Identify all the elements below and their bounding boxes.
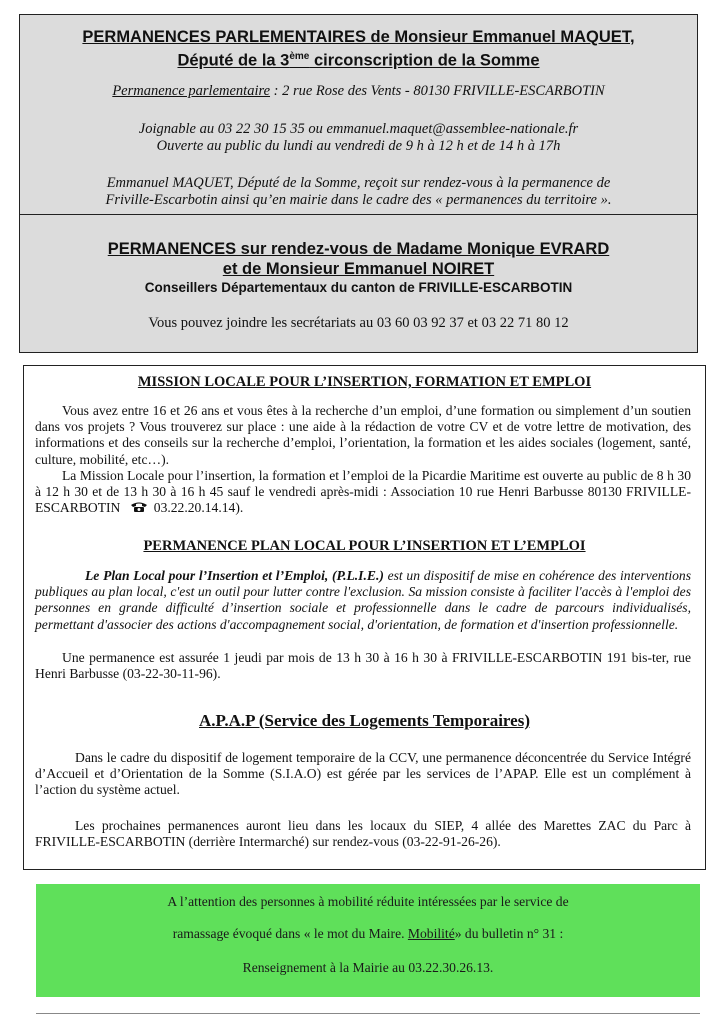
mission-locale-address: La Mission Locale pour l’insertion, la formation et l’emploi de la Picardie Maritime est ouverte au public de 8 h 30 à 12 h 30 et de 13 h 30 à 16 h 45 sauf le vendredi après-midi : Association 10 rue Henri Barbusse 80130 FRIVILLE-ESCARBOTIN bbox=[35, 468, 691, 516]
services-box bbox=[23, 365, 706, 870]
mobility-link[interactable]: Mobilité bbox=[407, 926, 455, 941]
mission-locale-paragraph-1: Vous avez entre 16 et 26 ans et vous êtes à la recherche d’un emploi, d’une formation ou simplement d’un soutien dans vos projets ? Vous trouverez sur place : une aide à la rédaction de votre CV et de votre lettre de motivation, des informations et des conseils sur la recherche d’emploi, l’orientation, la formation et les aides sociales (logement, santé, culture, mobilité, etc…). bbox=[35, 403, 691, 467]
plie-name: Le Plan Local pour l’Insertion et l’Emploi, (P.L.I.E.) bbox=[85, 568, 384, 583]
councillors-title: PERMANENCES sur rendez-vous de Madame Monique EVRARD bbox=[107, 240, 610, 258]
mobility-notice bbox=[36, 884, 700, 997]
secretariat-phones: Vous pouvez joindre les secrétariats au 03 60 03 92 37 et 03 22 71 80 12 bbox=[148, 315, 569, 331]
parliamentary-title: PERMANENCES PARLEMENTAIRES de Monsieur Emmanuel MAQUET, bbox=[82, 28, 635, 46]
contact-line-1: Joignable au 03 22 30 15 35 ou emmanuel.maquet@assemblee-nationale.fr bbox=[138, 121, 579, 137]
plie-title: PERMANENCE PLAN LOCAL POUR L’INSERTION ET L’EMPLOI bbox=[143, 538, 586, 554]
councillors-title-2: et de Monsieur Emmanuel NOIRET bbox=[222, 260, 495, 278]
parliamentary-permanences-box bbox=[19, 14, 698, 353]
contact-line-2: Ouverte au public du lundi au vendredi de 9 h à 12 h et de 14 h à 17h bbox=[156, 138, 561, 154]
address-text: : 2 rue Rose des Vents - 80130 FRIVILLE-ESCARBOTIN bbox=[270, 83, 605, 99]
address-label: Permanence parlementaire bbox=[112, 83, 271, 99]
address-line bbox=[20, 83, 697, 100]
deputy-subtitle-sup: ème bbox=[289, 51, 310, 62]
apap-title: A.P.A.P (Service des Logements Temporaires) bbox=[199, 711, 530, 730]
description-line-1: Emmanuel MAQUET, Député de la Somme, reçoit sur rendez-vous à la permanence de bbox=[106, 175, 611, 191]
divider bbox=[20, 214, 697, 215]
notice-line-3: Renseignement à la Mairie au 03.22.30.26.13. bbox=[242, 960, 494, 975]
deputy-subtitle-pre: Député de la 3 bbox=[177, 51, 290, 70]
apap-paragraph-2: Les prochaines permanences auront lieu dans les locaux du SIEP, 4 allée des Marettes ZAC du Parc à FRIVILLE-ESCARBOTIN (derrière Intermarché) sur rendez-vous (03-22-91-26-26). bbox=[35, 818, 691, 850]
notice-line-2 bbox=[36, 926, 700, 942]
apap-paragraph-1: Dans le cadre du dispositif de logement temporaire de la CCV, une permanence déconcentrée du Service Intégré d’Accueil et d’Orientation de la Somme (S.I.A.O) est gérée par les services de l’APAP. Elle est un complément à l’action du système actuel. bbox=[35, 750, 691, 798]
plie-paragraph-2: Une permanence est assurée 1 jeudi par mois de 13 h 30 à 16 h 30 à FRIVILLE-ESCARBOTIN 191 bis-ter, rue Henri Barbusse (03-22-30-11-96). bbox=[35, 650, 691, 682]
deputy-subtitle bbox=[20, 47, 697, 71]
mission-locale-paragraph-2 bbox=[35, 468, 691, 517]
description-line-2: Friville-Escarbotin ainsi qu’en mairie dans le cadre des « permanences du territoire ». bbox=[105, 192, 612, 208]
plie-paragraph-1 bbox=[35, 568, 691, 633]
mission-locale-phone: 03.22.20.14.14). bbox=[153, 500, 244, 516]
plie-description: est un dispositif de mise en cohérence des interventions publiques au plan local, c'est un outil pour lutter contre l'exclusion. Sa mission consiste à faciliter l'accès à l'emploi des personnes en grande difficulté d’insertion sociale et professionnelle dans le cadre de parcours individualisés, permettant d'associer des actions d'accompagnement social, d'orientation, de formation et d'insertion professionnelle. bbox=[35, 568, 691, 632]
deputy-subtitle-post: circonscription de la Somme bbox=[309, 51, 540, 70]
councillors-subtitle: Conseillers Départementaux du canton de FRIVILLE-ESCARBOTIN bbox=[144, 280, 573, 295]
notice-line-2-post: » du bulletin n° 31 : bbox=[454, 926, 564, 941]
telephone-icon bbox=[130, 501, 148, 513]
notice-line-2-pre: ramassage évoqué dans « le mot du Maire. bbox=[172, 926, 408, 941]
mission-locale-title: MISSION LOCALE POUR L’INSERTION, FORMATION ET EMPLOI bbox=[137, 374, 592, 390]
bottom-divider bbox=[36, 1013, 700, 1014]
notice-line-1: A l’attention des personnes à mobilité réduite intéressées par le service de bbox=[167, 894, 569, 909]
